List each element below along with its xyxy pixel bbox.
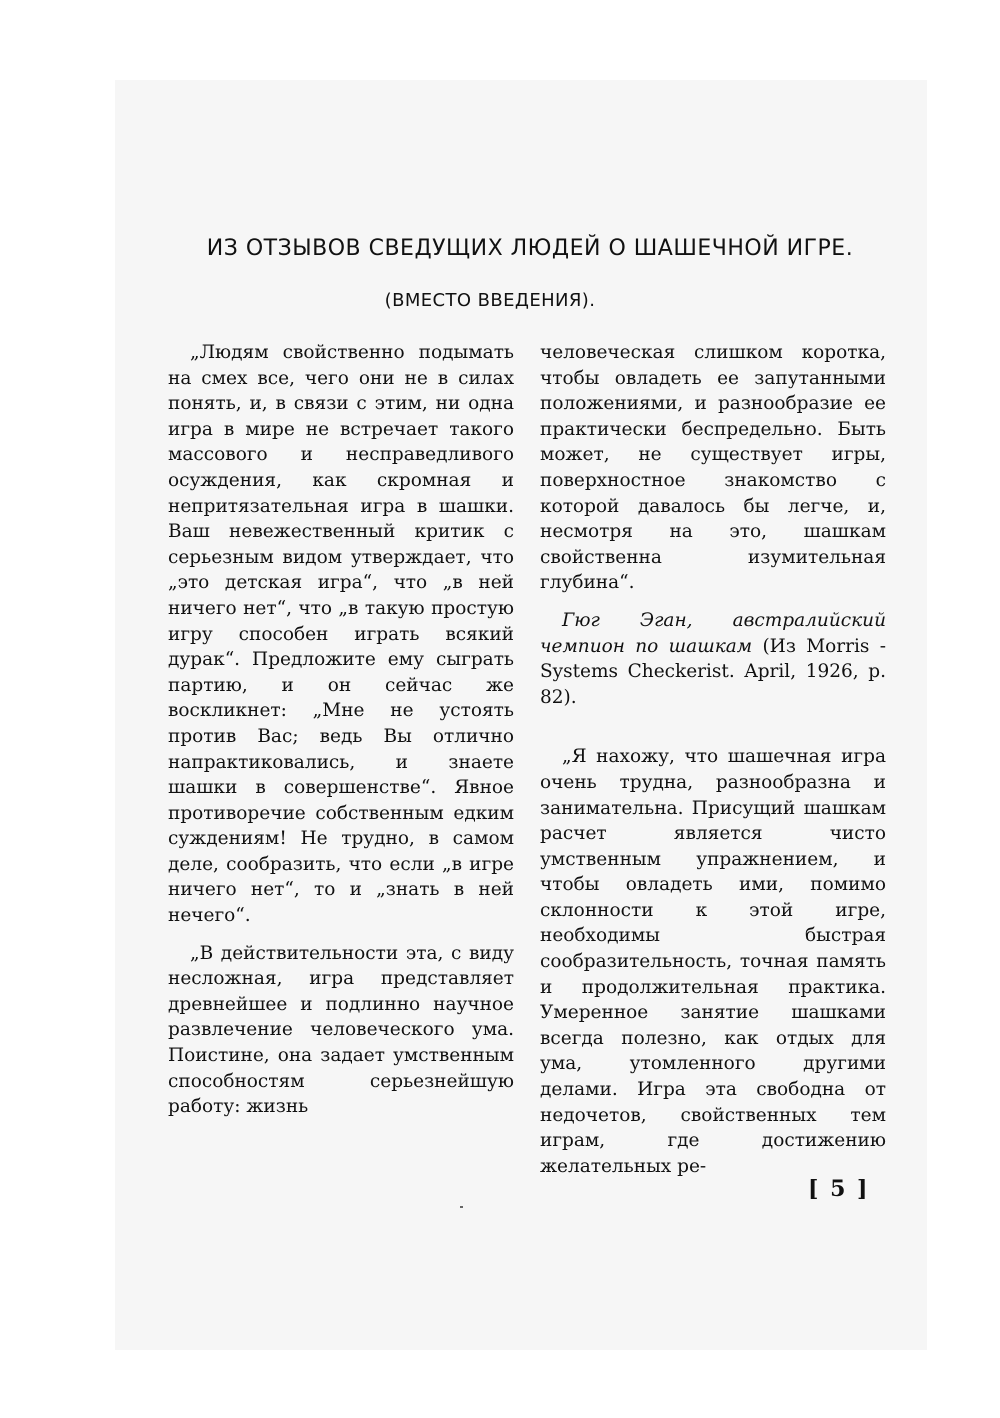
- page-subtitle: (ВМЕСТО ВВЕДЕНИЯ).: [384, 290, 596, 311]
- quote-paragraph-3: „Я нахожу, что шашечная игра очень трудна, разнообразна и занимательна. Присущий шашкам расчет является чисто умственным упражнением, и чтобы овладеть ими, помимо склонности к этой игре, необходимы быстрая сообразительность, точная память и продолжительная практика. Умеренное занятие шашками всегда полезно, как отдых для ума, утомленного другими делами. Игра эта свободна от недочетов, свойственных тем играм, где достижению желательных ре-: [540, 746, 886, 1177]
- page-number: [ 5 ]: [808, 1176, 870, 1202]
- left-column: [168, 340, 514, 1120]
- quote-paragraph-1: „Людям свойственно подымать на смех все, чего они не в силах понять, и, в связи с этим, ни одна игра в мире не встречает такого массового и несправедливого осуждения, как скромная и непритязательная игра в шашки. Ваш невежественный критик с серьезным видом утверждает, что „это детская игра“, что „в ней ничего нет“, что „в такую простую игру способен играть всякий дурак“. Предложите ему сыграть партию, и он сейчас же воскликнет: „Мне не устоять против Вас; ведь Вы отлично напрактиковались, и знаете шашки в совершенстве“. Явное противоречие собственным едким суждениям! Не трудно, в самом деле, сообразить, что если „в игре ничего нет“, то и „знать в ней нечего“.: [168, 342, 514, 927]
- quote-attribution: [540, 608, 886, 710]
- attribution-author: Гюг Эган, австралийский чемпион по шашкам: [540, 609, 886, 657]
- attribution-source: (Из Morris - Systems Checkerist. April, 1926, p. 82).: [540, 635, 886, 708]
- page-title: ИЗ ОТЗЫВОВ СВЕДУЩИХ ЛЮДЕЙ О ШАШЕЧНОЙ ИГРЕ.: [206, 236, 854, 261]
- quote-paragraph-2: „В действительности эта, с виду несложная, игра представляет древнейшее и подлинно научное развлечение человеческого ума. Поистине, она задает умственным способностям серьезнейшую работу: жизнь: [168, 942, 514, 1118]
- quote-paragraph-continued: человеческая слишком коротка, чтобы овладеть ее запутанными положениями, и разнообразие ее практически беспредельно. Быть может, не существует игры, поверхностное знакомство с которой давалось бы легче, и, несмотря на это, шашкам свойственна изумительная глубина“.: [540, 342, 886, 594]
- right-column: [540, 340, 886, 1179]
- print-speck: [460, 1206, 463, 1208]
